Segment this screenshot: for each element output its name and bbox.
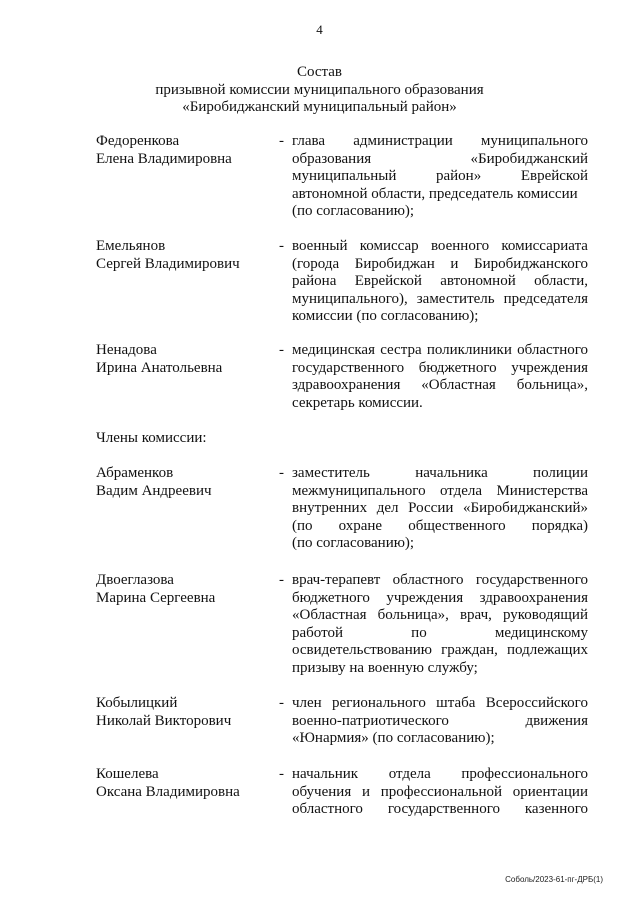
duty-word: заместитель	[292, 465, 370, 481]
duty-word: общественного	[408, 517, 506, 534]
duty-line	[292, 360, 588, 378]
duty-word: граждан,	[441, 642, 498, 658]
duty-line	[292, 465, 588, 483]
duty-word: учреждения	[511, 359, 588, 376]
duty-word: больница»,	[377, 607, 449, 623]
duty-word: комиссар	[359, 238, 419, 254]
duty-word: муниципального	[480, 133, 588, 149]
duty-word: Всероссийского	[485, 695, 588, 711]
duty-word: областного	[392, 572, 464, 588]
entry-dash: -	[279, 133, 284, 149]
duty-word: областного	[292, 801, 363, 817]
member-name	[96, 572, 286, 607]
duty-word: штаба	[436, 695, 476, 711]
duty-word: военный	[292, 238, 348, 254]
member-surname: Двоеглазова	[96, 572, 174, 588]
member-given-names: Оксана Владимировна	[96, 783, 240, 800]
duty-line	[292, 660, 588, 678]
duty-line	[292, 590, 588, 608]
duty-word: военно-патриотического	[292, 712, 449, 729]
duty-word: и	[361, 783, 370, 800]
member-duty	[292, 342, 588, 412]
duty-word: отдела	[439, 482, 483, 499]
duty-word: государственного	[292, 359, 405, 376]
duty-line	[292, 256, 588, 274]
duty-line	[292, 133, 588, 151]
member-surname: Федоренкова	[96, 133, 180, 149]
duty-line	[292, 377, 588, 395]
duty-word: полиции	[533, 465, 588, 481]
duty-word: межмуниципального	[292, 482, 426, 499]
duty-line	[292, 625, 588, 643]
duty-line	[292, 395, 588, 413]
duty-word: области,	[534, 273, 588, 289]
duty-word: бюджетного	[292, 589, 370, 606]
duty-word: и	[450, 255, 459, 272]
duty-line	[292, 168, 588, 186]
duty-word: бюджетного	[418, 359, 497, 376]
duty-word: казенного	[524, 801, 588, 817]
duty-word: администрации	[353, 133, 453, 149]
title-line-1: Состав	[296, 64, 342, 80]
member-surname: Кошелева	[96, 766, 159, 782]
duty-word: призыву на военную службу;	[292, 659, 478, 676]
duty-word: (города	[292, 255, 340, 272]
duty-word: председателя	[503, 290, 588, 307]
member-name	[96, 465, 286, 500]
duty-line	[292, 500, 588, 518]
duty-line	[292, 535, 588, 553]
duty-word: военного	[430, 238, 490, 254]
entry-dash: -	[279, 342, 284, 358]
title-line-2: призывной комиссии муниципального образования	[155, 81, 484, 98]
duty-word: образования	[292, 150, 372, 167]
duty-word: врач,	[459, 607, 492, 623]
duty-word: поликлиники	[426, 342, 512, 358]
duty-line	[292, 308, 588, 326]
duty-line	[292, 483, 588, 501]
duty-word: секретарь комиссии.	[292, 394, 423, 411]
duty-word: заместитель	[416, 290, 495, 307]
document-title	[0, 64, 639, 117]
duty-word: член	[292, 695, 322, 711]
member-given-names: Ирина Анатольевна	[96, 359, 223, 376]
duty-line	[292, 642, 588, 660]
duty-word: дел	[376, 500, 399, 516]
member-given-names: Сергей Владимирович	[96, 255, 240, 272]
duty-word: по	[411, 624, 427, 641]
member-duty	[292, 572, 588, 677]
duty-line	[292, 203, 588, 221]
duty-word: профессионального	[461, 766, 588, 782]
duty-word: глава	[292, 133, 326, 149]
entry-dash: -	[279, 238, 284, 254]
duty-line	[292, 151, 588, 169]
member-name	[96, 766, 286, 801]
duty-line	[292, 186, 588, 204]
duty-word: автономной области, председатель комиссии	[292, 185, 578, 202]
member-duty	[292, 238, 588, 326]
duty-word: профессиональной	[380, 783, 503, 800]
duty-word: работой	[292, 624, 343, 641]
duty-line	[292, 713, 588, 731]
duty-word: (по	[292, 517, 313, 534]
duty-word: «Областная	[421, 377, 496, 393]
duty-word: учреждения	[386, 589, 464, 606]
duty-word: Еврейской	[520, 168, 588, 184]
duty-word: отдела	[388, 766, 431, 782]
duty-word: охране	[338, 517, 383, 534]
duty-word: руководящий	[502, 607, 588, 623]
title-line-3: «Биробиджанский муниципальный район»	[182, 99, 457, 115]
duty-word: Биробиджан	[354, 255, 435, 272]
duty-word: России	[408, 500, 454, 516]
member-surname: Ненадова	[96, 342, 157, 358]
member-name	[96, 695, 286, 730]
document-code: Соболь/2023-61-пг-ДРБ(1)	[505, 875, 603, 884]
member-duty	[292, 133, 588, 221]
duty-word: комиссии (по согласованию);	[292, 308, 479, 324]
duty-line	[292, 342, 588, 360]
duty-word: муниципальный	[292, 168, 397, 184]
members-heading: Члены комиссии:	[96, 430, 207, 446]
duty-word: (по согласованию);	[292, 203, 415, 219]
duty-word: медицинская	[292, 342, 375, 358]
duty-word: обучения	[292, 783, 352, 800]
duty-word: муниципального),	[292, 290, 408, 307]
duty-word: подлежащих	[507, 642, 588, 658]
duty-word: Биробиджанского	[474, 255, 588, 272]
duty-line	[292, 766, 588, 784]
duty-word: начальника	[415, 465, 488, 481]
duty-word: ориентации	[512, 783, 588, 800]
member-duty	[292, 465, 588, 553]
entry-dash: -	[279, 766, 284, 782]
member-duty	[292, 766, 588, 819]
member-surname: Кобылицкий	[96, 695, 178, 711]
duty-line	[292, 518, 588, 536]
duty-word: медицинскому	[494, 624, 588, 641]
duty-word: областного	[517, 342, 588, 358]
duty-line	[292, 273, 588, 291]
member-surname: Емельянов	[96, 238, 166, 254]
member-name	[96, 133, 286, 168]
page-number: 4	[316, 22, 323, 37]
member-duty	[292, 695, 588, 748]
duty-word: больница»,	[516, 377, 588, 393]
duty-word: движения	[525, 712, 588, 729]
duty-line	[292, 801, 588, 819]
member-surname: Абраменков	[96, 465, 174, 481]
duty-word: освидетельствованию	[292, 642, 432, 658]
duty-word: «Юнармия» (по согласованию);	[292, 730, 495, 746]
duty-word: «Биробиджанский»	[463, 500, 588, 516]
duty-line	[292, 695, 588, 713]
member-given-names: Елена Владимировна	[96, 150, 232, 167]
duty-word: порядка)	[531, 517, 588, 534]
member-name	[96, 342, 286, 377]
duty-word: Еврейской	[354, 273, 422, 289]
duty-line	[292, 572, 588, 590]
duty-line	[292, 291, 588, 309]
duty-word: комиссариата	[501, 238, 588, 254]
duty-word: района	[292, 273, 337, 289]
entry-dash: -	[279, 465, 284, 481]
duty-word: сестра	[380, 342, 422, 358]
duty-line	[292, 784, 588, 802]
duty-word: «Биробиджанский	[470, 150, 588, 167]
duty-word: здравоохранения	[292, 377, 401, 393]
duty-word: внутренних	[292, 500, 368, 516]
duty-word: врач-терапевт	[292, 572, 381, 588]
duty-line	[292, 730, 588, 748]
member-given-names: Вадим Андреевич	[96, 482, 212, 499]
duty-word: государственного	[475, 572, 588, 588]
duty-word: регионального	[332, 695, 426, 711]
duty-word: район»	[436, 168, 482, 184]
entry-dash: -	[279, 572, 284, 588]
member-given-names: Николай Викторович	[96, 712, 232, 729]
duty-line	[292, 607, 588, 625]
duty-word: здравоохранения	[479, 589, 588, 606]
duty-word: «Областная	[292, 607, 367, 623]
duty-line	[292, 238, 588, 256]
duty-word: (по согласованию);	[292, 535, 415, 551]
member-given-names: Марина Сергеевна	[96, 589, 216, 606]
entry-dash: -	[279, 695, 284, 711]
duty-word: автономной	[440, 273, 516, 289]
duty-word: Министерства	[496, 482, 588, 499]
member-name	[96, 238, 286, 273]
duty-word: начальник	[292, 766, 359, 782]
duty-word: государственного	[387, 801, 500, 817]
